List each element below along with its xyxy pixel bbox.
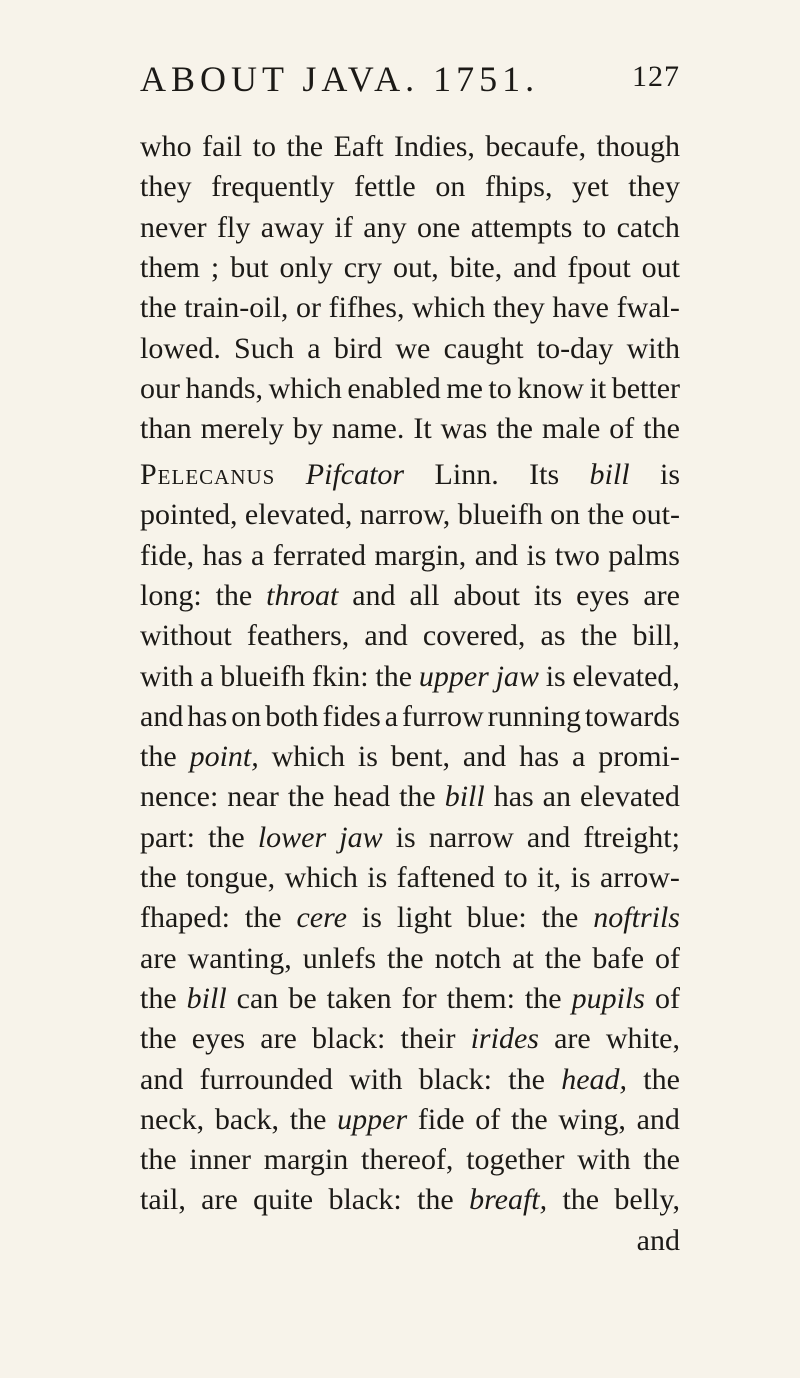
text-line: neck, back, the upper fide of the wing, and xyxy=(140,1102,680,1136)
page-number: 127 xyxy=(632,60,680,93)
text-line: long: the throat and all about its eyes are xyxy=(140,578,680,612)
text-line: are wanting, unlefs the notch at the bafe of xyxy=(140,941,680,975)
text-line: the train-oil, or fifhes, which they have fwal- xyxy=(140,291,680,325)
text-line: who fail to the Eaft Indies, becaufe, though xyxy=(140,130,680,163)
text-line: never fly away if any one attempts to catch xyxy=(140,210,680,244)
text-line: nence: near the head the bill has an elevated xyxy=(140,780,680,814)
text-line: the tongue, which is faftened to it, is arrow- xyxy=(140,861,680,894)
text-line: pointed, elevated, narrow, blueifh on the out- xyxy=(140,498,680,532)
text-line: fhaped: the cere is light blue: the noftrils xyxy=(140,901,680,935)
text-line: part: the lower jaw is narrow and ftreight; xyxy=(140,820,680,854)
text-line: our hands, which enabled me to know it better xyxy=(140,371,680,405)
text-line: with a blueifh fkin: the upper jaw is elevated, xyxy=(140,659,680,693)
text-line: and furrounded with black: the head, the xyxy=(140,1062,680,1096)
text-line: lowed. Such a bird we caught to-day with xyxy=(140,331,680,365)
running-head xyxy=(140,58,680,106)
text-line: the inner margin thereof, together with the xyxy=(140,1143,680,1177)
text-line: than merely by name. It was the male of the xyxy=(140,412,680,446)
text-line: the point, which is bent, and has a promi- xyxy=(140,740,680,774)
text-line: fide, has a ferrated margin, and is two palms xyxy=(140,538,680,572)
text-line: them ; but only cry out, bite, and fpout out xyxy=(140,250,680,284)
text-line: Pelecanus Pifcator Linn. Its bill is xyxy=(140,458,680,491)
running-title: ABOUT JAVA. 1751. xyxy=(140,59,540,99)
text-line: the bill can be taken for them: the pupils of xyxy=(140,981,680,1015)
text-line: they frequently fettle on fhips, yet they xyxy=(140,170,680,204)
text-line: without feathers, and covered, as the bill, xyxy=(140,619,680,653)
text-line: the eyes are black: their irides are white, xyxy=(140,1022,680,1056)
text-line: and xyxy=(636,1223,680,1257)
text-line: tail, are quite black: the breaft, the belly, xyxy=(140,1183,680,1217)
text-line: and has on both fides a furrow running towards xyxy=(140,699,680,733)
